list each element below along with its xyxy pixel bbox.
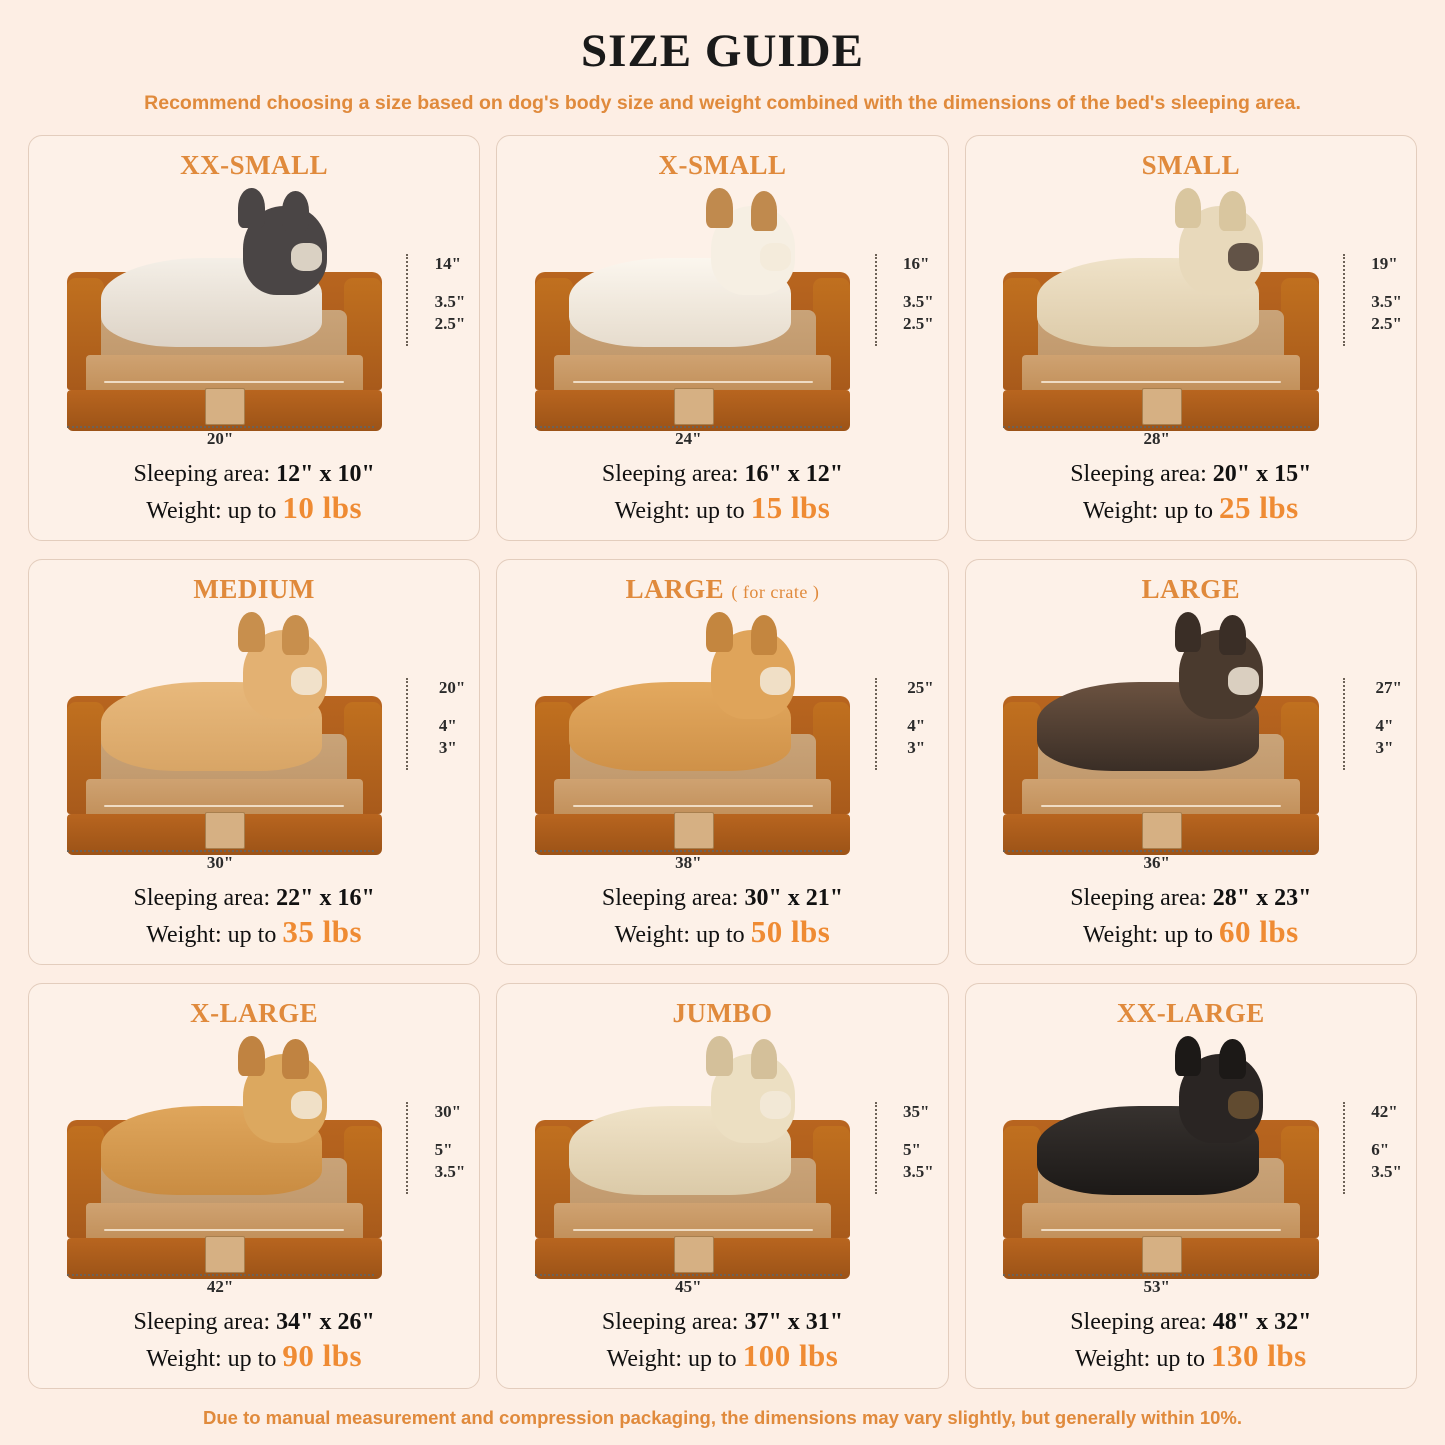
pet-ear-right — [1219, 191, 1246, 231]
card-specs — [41, 883, 467, 952]
bed-illustration — [41, 1031, 467, 1305]
card-title-text: XX-SMALL — [180, 150, 329, 180]
sleeping-area-label: Sleeping area: — [601, 885, 745, 911]
weight-label: Weight: up to — [1082, 922, 1220, 948]
pet-ear-right — [282, 1039, 309, 1079]
pet-shiba-inu-icon — [569, 618, 791, 771]
pet-ear-left — [1175, 612, 1202, 652]
dim-height-2: 2.5" — [902, 314, 934, 334]
card-title — [190, 998, 318, 1029]
pet-ear-right — [751, 615, 778, 655]
card-specs — [978, 883, 1404, 952]
dim-height-1: 4" — [907, 716, 926, 736]
dim-width: 28" — [1143, 429, 1170, 448]
sleeping-area-label: Sleeping area: — [133, 461, 277, 487]
sleeping-area-label: Sleeping area: — [601, 461, 745, 487]
card-title — [658, 150, 786, 181]
weight-line — [978, 1338, 1404, 1374]
dim-height-2: 3" — [438, 738, 457, 758]
sleeping-area-value: 34" x 26" — [276, 1309, 375, 1335]
pet-labrador-icon — [569, 1042, 791, 1195]
dim-height-2: 3" — [907, 738, 926, 758]
dimension-width-group — [67, 1274, 374, 1297]
size-card-jumbo — [496, 983, 948, 1389]
pet-ragdoll-cat-icon — [101, 194, 323, 347]
pet-ear-right — [282, 615, 309, 655]
card-title — [626, 574, 820, 605]
size-card-large — [965, 559, 1417, 965]
dimension-width-group — [535, 426, 842, 449]
dimension-width-group — [1003, 850, 1310, 873]
bed-illustration — [978, 607, 1404, 881]
page-subtitle: Recommend choosing a size based on dog's body size and weight combined with the dimensions of the bed's sleeping area. — [144, 92, 1301, 114]
bed-brand-tag — [205, 1236, 245, 1273]
bed-illustration — [509, 1031, 935, 1305]
sleeping-area-label: Sleeping area: — [1070, 1309, 1213, 1335]
sleeping-area-value: 16" x 12" — [744, 461, 844, 487]
width-guide-line — [535, 1274, 842, 1276]
weight-line — [41, 1338, 467, 1374]
bed-illustration — [41, 607, 467, 881]
weight-label: Weight: up to — [146, 922, 283, 948]
pet-ear-left — [238, 1036, 265, 1076]
dim-height-1: 3.5" — [434, 292, 466, 312]
dim-depth: 30" — [434, 1102, 462, 1122]
pet-border-collie-icon — [1037, 618, 1259, 771]
sleeping-area-label: Sleeping area: — [1070, 461, 1213, 487]
bed-illustration — [509, 607, 935, 881]
dim-height-2: 3.5" — [902, 1162, 934, 1182]
size-card-x-small — [496, 135, 948, 541]
weight-line — [41, 490, 467, 526]
card-title — [180, 150, 328, 181]
page-title: SIZE GUIDE — [581, 25, 864, 77]
width-guide-line — [1003, 1274, 1310, 1276]
pet-corgi-icon — [101, 618, 323, 771]
dim-width: 20" — [206, 429, 234, 448]
dim-height-2: 3" — [1375, 738, 1394, 758]
dim-height-1: 3.5" — [1371, 292, 1402, 312]
bed-illustration — [978, 183, 1404, 457]
depth-guide-line — [875, 1102, 878, 1194]
dim-height-1: 4" — [438, 716, 457, 736]
card-title — [672, 998, 772, 1029]
sleeping-area-line — [509, 1309, 935, 1336]
dim-depth: 16" — [902, 254, 930, 274]
size-card-xx-large — [965, 983, 1417, 1389]
dim-depth: 20" — [438, 678, 466, 698]
card-specs — [41, 1307, 467, 1376]
pet-ear-left — [238, 612, 265, 652]
card-title — [193, 574, 314, 605]
width-guide-line — [1003, 850, 1310, 852]
sleeping-area-line — [978, 885, 1404, 912]
sleeping-area-label: Sleeping area: — [601, 1309, 745, 1335]
dim-width: 24" — [675, 429, 702, 448]
sleeping-area-value: 22" x 16" — [276, 885, 375, 911]
pet-shih-tzu-icon — [569, 194, 791, 347]
sleeping-area-value: 30" x 21" — [744, 885, 844, 911]
pet-ear-left — [706, 1036, 733, 1076]
weight-label: Weight: up to — [614, 922, 751, 948]
depth-guide-line — [1343, 254, 1346, 346]
pet-snout — [760, 1091, 791, 1119]
depth-guide-line — [875, 254, 878, 346]
dimension-right-group — [903, 1102, 934, 1182]
sleeping-area-label: Sleeping area: — [133, 885, 277, 911]
dim-depth: 35" — [902, 1102, 930, 1122]
size-card-xx-small — [28, 135, 480, 541]
pet-snout — [760, 243, 791, 271]
weight-label: Weight: up to — [146, 498, 283, 524]
dim-height-1: 3.5" — [902, 292, 934, 312]
sleeping-area-line — [41, 885, 467, 912]
pet-ear-right — [1219, 1039, 1246, 1079]
pet-snout — [291, 667, 322, 695]
weight-value: 90 lbs — [282, 1338, 363, 1373]
dimension-right-group — [903, 254, 934, 334]
weight-line — [509, 490, 935, 526]
pet-ear-right — [1219, 615, 1246, 655]
pet-ear-left — [1175, 1036, 1202, 1076]
width-guide-line — [535, 426, 842, 428]
sleeping-area-label: Sleeping area: — [1070, 885, 1213, 911]
card-specs — [509, 883, 935, 952]
sleeping-area-value: 37" x 31" — [744, 1309, 844, 1335]
dimension-right-group — [439, 678, 465, 758]
dim-height-2: 2.5" — [1371, 314, 1402, 334]
weight-line — [509, 1338, 935, 1374]
weight-line — [41, 914, 467, 950]
pet-ear-right — [751, 1039, 778, 1079]
dim-width: 42" — [206, 1277, 234, 1296]
bed-brand-tag — [674, 812, 714, 849]
width-guide-line — [67, 426, 374, 428]
pet-rottweiler-icon — [1037, 1042, 1259, 1195]
dim-depth: 25" — [907, 678, 934, 698]
pet-snout — [291, 243, 322, 271]
bed-illustration — [41, 183, 467, 457]
sleeping-area-line — [978, 461, 1404, 488]
sleeping-area-line — [41, 1309, 467, 1336]
bed-brand-tag — [674, 388, 714, 425]
card-title-note: ( for crate ) — [731, 582, 820, 602]
dim-depth: 19" — [1371, 254, 1398, 274]
pet-snout — [291, 1091, 322, 1119]
weight-value: 35 lbs — [282, 914, 363, 949]
card-specs — [509, 1307, 935, 1376]
card-title-text: X-LARGE — [190, 998, 319, 1028]
card-specs — [41, 459, 467, 528]
pet-snout — [1228, 667, 1259, 695]
weight-line — [509, 914, 935, 950]
sleeping-area-value: 12" x 10" — [276, 461, 375, 487]
depth-guide-line — [1343, 678, 1346, 770]
size-card-grid — [28, 135, 1417, 1389]
depth-guide-line — [406, 1102, 409, 1194]
dimension-width-group — [67, 850, 374, 873]
weight-value: 25 lbs — [1219, 490, 1299, 525]
dim-depth: 14" — [434, 254, 462, 274]
dim-height-2: 3.5" — [1371, 1162, 1402, 1182]
card-title — [1117, 998, 1265, 1029]
size-card-large-crate — [496, 559, 948, 965]
dim-depth: 42" — [1371, 1102, 1398, 1122]
bed-brand-tag — [1142, 1236, 1182, 1273]
sleeping-area-value: 20" x 15" — [1212, 461, 1312, 487]
pet-snout — [1228, 243, 1259, 271]
depth-guide-line — [406, 254, 409, 346]
weight-label: Weight: up to — [606, 1346, 743, 1372]
pet-french-bulldog-icon — [1037, 194, 1259, 347]
sleeping-area-line — [509, 885, 935, 912]
dim-height-2: 3.5" — [434, 1162, 466, 1182]
dimension-right-group — [435, 1102, 466, 1182]
card-title — [1142, 150, 1241, 181]
pet-golden-retriever-icon — [101, 1042, 323, 1195]
card-title-text: LARGE — [1141, 574, 1241, 604]
weight-label: Weight: up to — [146, 1346, 283, 1372]
weight-value: 130 lbs — [1211, 1338, 1307, 1373]
card-specs — [978, 1307, 1404, 1376]
sleeping-area-value: 28" x 23" — [1212, 885, 1312, 911]
dim-height-1: 5" — [434, 1140, 453, 1160]
pet-snout — [760, 667, 791, 695]
dim-width: 30" — [206, 853, 234, 872]
dimension-width-group — [1003, 426, 1310, 449]
pet-ear-left — [706, 612, 733, 652]
weight-line — [978, 914, 1404, 950]
dimension-width-group — [1003, 1274, 1310, 1297]
pet-ear-right — [751, 191, 778, 231]
weight-label: Weight: up to — [1082, 498, 1220, 524]
dim-width: 36" — [1143, 853, 1170, 872]
sleeping-area-line — [509, 461, 935, 488]
width-guide-line — [67, 850, 374, 852]
card-title-text: JUMBO — [672, 998, 773, 1028]
dimension-width-group — [535, 850, 842, 873]
bed-brand-tag — [1142, 388, 1182, 425]
dimension-right-group — [1376, 678, 1402, 758]
bed-brand-tag — [1142, 812, 1182, 849]
dim-height-1: 6" — [1371, 1140, 1390, 1160]
dim-height-1: 5" — [902, 1140, 921, 1160]
weight-value: 100 lbs — [742, 1338, 839, 1373]
width-guide-line — [535, 850, 842, 852]
card-specs — [509, 459, 935, 528]
dim-width: 45" — [675, 1277, 702, 1296]
weight-value: 50 lbs — [750, 914, 831, 949]
bed-illustration — [509, 183, 935, 457]
card-title — [1142, 574, 1241, 605]
pet-ear-left — [706, 188, 733, 228]
width-guide-line — [1003, 426, 1310, 428]
bed-brand-tag — [205, 388, 245, 425]
card-title-text: MEDIUM — [193, 574, 315, 604]
dim-depth: 27" — [1375, 678, 1402, 698]
dimension-width-group — [67, 426, 374, 449]
size-card-small — [965, 135, 1417, 541]
dim-width: 38" — [675, 853, 702, 872]
weight-value: 10 lbs — [282, 490, 363, 525]
pet-ear-left — [1175, 188, 1202, 228]
sleeping-area-label: Sleeping area: — [133, 1309, 277, 1335]
bed-brand-tag — [674, 1236, 714, 1273]
pet-snout — [1228, 1091, 1259, 1119]
weight-value: 60 lbs — [1219, 914, 1299, 949]
dim-width: 53" — [1143, 1277, 1170, 1296]
footnote: Due to manual measurement and compression packaging, the dimensions may vary slightly, but generally within 10%. — [202, 1407, 1243, 1428]
bed-illustration — [978, 1031, 1404, 1305]
dimension-right-group — [1371, 1102, 1402, 1182]
card-specs — [978, 459, 1404, 528]
dimension-right-group — [1371, 254, 1402, 334]
dimension-right-group — [435, 254, 466, 334]
weight-label: Weight: up to — [1074, 1346, 1212, 1372]
pet-ear-right — [282, 191, 309, 231]
depth-guide-line — [1343, 1102, 1346, 1194]
card-title-text: SMALL — [1141, 150, 1241, 180]
size-card-medium — [28, 559, 480, 965]
card-title-text: XX-LARGE — [1116, 998, 1265, 1028]
bed-brand-tag — [205, 812, 245, 849]
dimension-right-group — [907, 678, 933, 758]
dim-height-2: 2.5" — [434, 314, 466, 334]
sleeping-area-line — [978, 1309, 1404, 1336]
width-guide-line — [67, 1274, 374, 1276]
sleeping-area-value: 48" x 32" — [1212, 1309, 1312, 1335]
depth-guide-line — [406, 678, 409, 770]
dim-height-1: 4" — [1375, 716, 1394, 736]
weight-label: Weight: up to — [614, 498, 751, 524]
pet-ear-left — [238, 188, 265, 228]
card-title-text: X-SMALL — [658, 150, 787, 180]
size-card-x-large — [28, 983, 480, 1389]
sleeping-area-line — [41, 461, 467, 488]
card-title-text: LARGE — [625, 574, 725, 604]
weight-line — [978, 490, 1404, 526]
weight-value: 15 lbs — [750, 490, 831, 525]
dimension-width-group — [535, 1274, 842, 1297]
depth-guide-line — [875, 678, 878, 770]
